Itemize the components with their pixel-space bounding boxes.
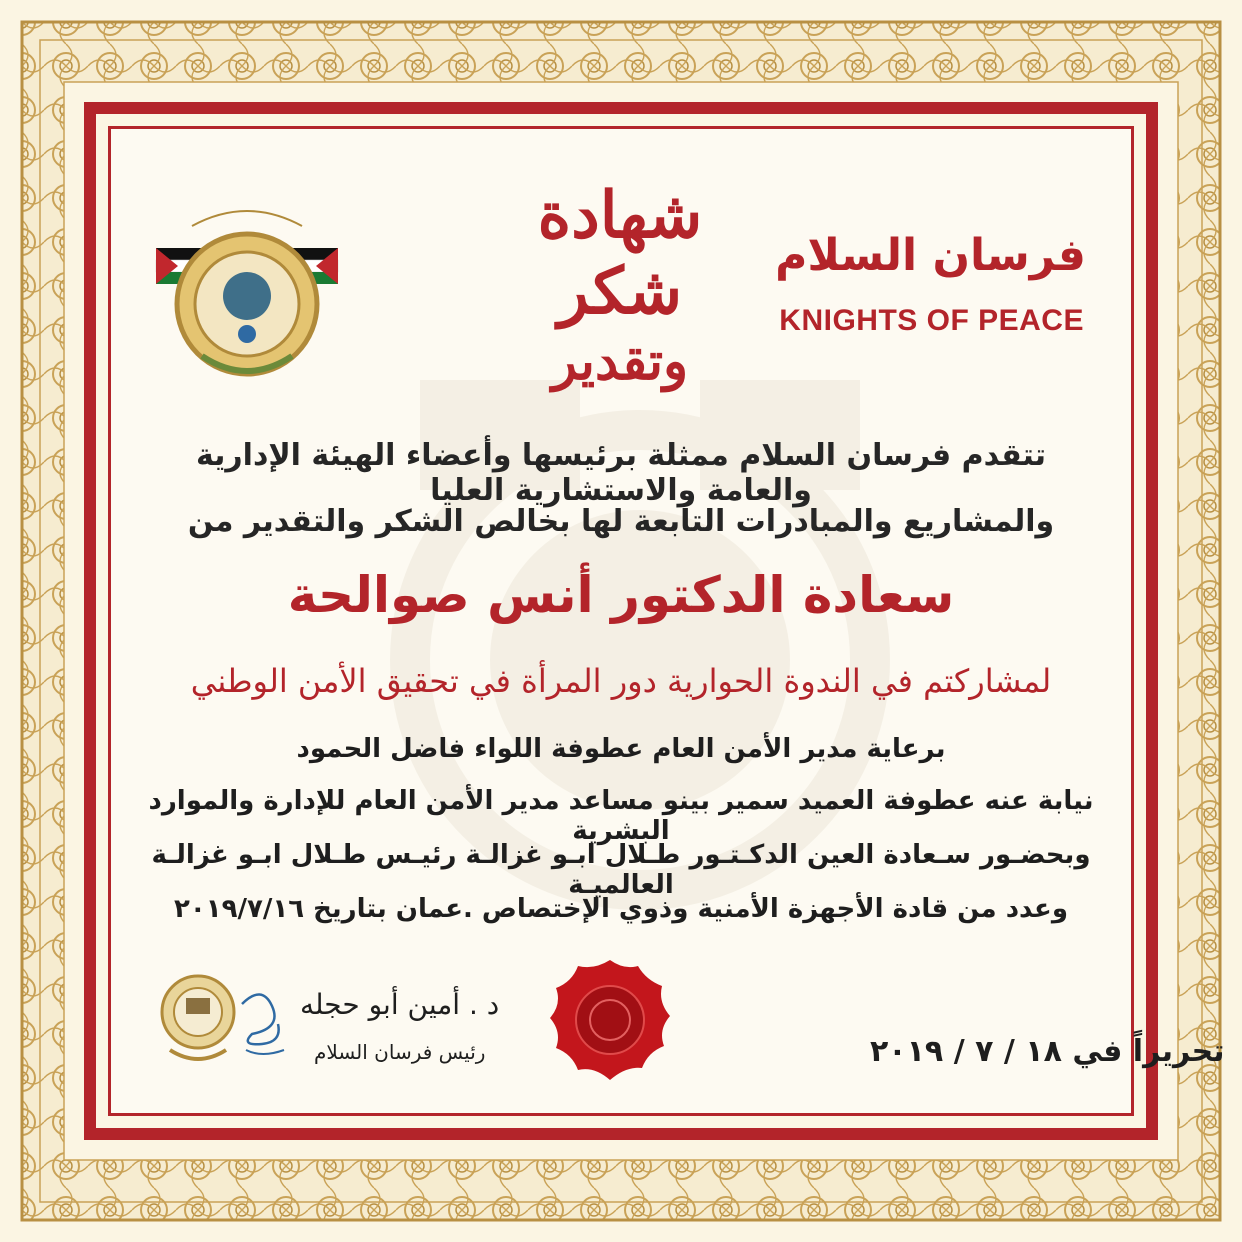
issue-date: تحريراً في ١٨ / ٧ / ٢٠١٩ <box>870 1034 1225 1069</box>
knights-of-peace-logo-icon <box>152 186 342 406</box>
signatory-title: رئيس فرسان السلام <box>314 1040 486 1064</box>
title-line-1: شهادة شكر <box>537 178 703 329</box>
signature-icon <box>232 984 296 1068</box>
detail-line-4: وعدد من قادة الأجهزة الأمنية وذوي الإختصاص .عمان بتاريخ ٢٠١٩/٧/١٦ <box>174 894 1068 924</box>
recognition-reason: لمشاركتم في الندوة الحوارية دور المرأة في تحقيق الأمن الوطني <box>190 662 1052 700</box>
signatory-name: د . أمين أبو حجله <box>300 988 500 1021</box>
title-line-2: وتقدير <box>551 331 689 392</box>
small-emblem-icon <box>156 960 240 1072</box>
honoree-name: سعادة الدكتور أنس صوالحة <box>287 566 955 624</box>
brand-name-english: KNIGHTS OF PEACE <box>779 304 1084 337</box>
detail-line-1: برعاية مدير الأمن العام عطوفة اللواء فاضل الحمود <box>296 734 946 764</box>
intro-line-1: تتقدم فرسان السلام ممثلة برئيسها وأعضاء الهيئة الإدارية والعامة والاستشارية العليا <box>195 438 1047 508</box>
detail-line-3: وبحضـور سـعادة العين الدكـتـور طـلال ابـو غزالـة رئيـس طـلال ابـو غزالـة العالميـة <box>151 840 1091 900</box>
certificate-title <box>470 178 770 408</box>
brand-name-arabic: فرسان السلام <box>775 230 1086 281</box>
wax-seal-icon <box>546 956 674 1084</box>
detail-line-2: نيابة عنه عطوفة العميد سمير بينو مساعد مدير الأمن العام للإدارة والموارد البشرية <box>148 786 1094 846</box>
intro-line-2: والمشاريع والمبادرات التابعة لها بخالص الشكر والتقدير من <box>187 504 1055 539</box>
